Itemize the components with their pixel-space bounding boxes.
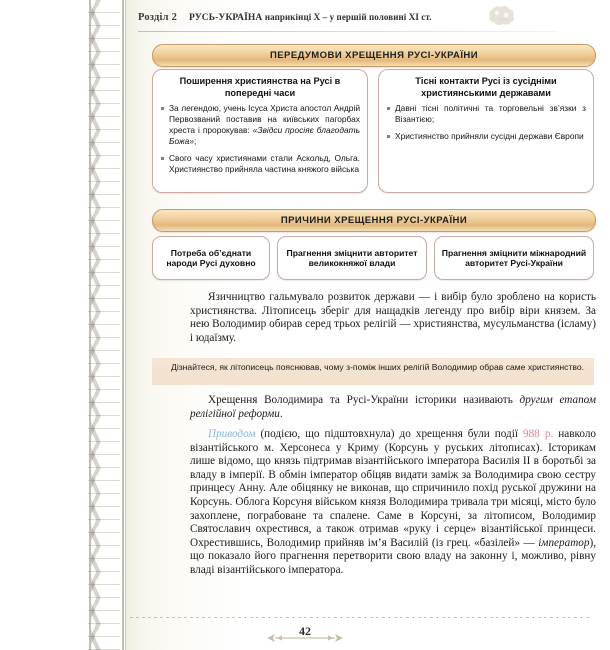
task-callout	[152, 358, 594, 385]
scheme-box-title: Тісні контакти Русі із сусідніми християнськими державами	[415, 76, 557, 98]
running-head-rule	[138, 31, 558, 32]
paragraph-3-date: 988 р.	[522, 428, 554, 440]
body-paragraph-1	[190, 291, 596, 345]
scheme-box-bullet-list	[153, 103, 367, 175]
section-heading-label: ПРИЧИНИ ХРЕЩЕННЯ РУСІ-УКРАЇНИ	[280, 215, 468, 226]
section-heading-label: ПЕРЕДУМОВИ ХРЕЩЕННЯ РУСІ-УКРАЇНИ	[269, 50, 479, 61]
list-item: Давні тісні політичні та торговельні зв’язки з Візантією;	[386, 103, 586, 125]
scheme-box-close-contacts	[378, 69, 594, 193]
scheme-box-spread-of-christianity	[152, 69, 368, 193]
list-item-text-b: ;	[194, 136, 197, 146]
scheme-box-title: Поширення християнства на Русі в попередні часи	[179, 76, 341, 98]
list-item: Християнство прийняли сусідні держави Європи	[386, 131, 586, 142]
ornament-edge-left	[89, 0, 91, 650]
paragraph-3-key-term: Приводом	[208, 428, 256, 440]
section-heading-bar-reasons	[152, 209, 596, 232]
decorative-border-ornament	[88, 0, 126, 650]
scheme-reason-box-3	[434, 236, 594, 280]
body-paragraph-2	[190, 394, 596, 421]
page-folio	[265, 621, 345, 645]
paragraph-text	[190, 428, 596, 578]
chapter-label: Розділ 2	[138, 12, 178, 23]
paragraph-3-part-2: навколо візантійського м. Херсонеса у Криму (Корсунь у руських літописах). Історикам лише відомо, що князь підтримав візантійського імператора Василія II в боротьбі за владу в імперії. В обмін імператор обіцяв видати заміж за Володимира свою сестру принцесу Анну. Але обіцянку не виконав, що спричинило похід руської дружини на Корсунь. Облога Корсуня військом князя Володимира тривала три місяці, місто було захоплене, пограбоване та спалене. Саме в Корсуні, за літописом, Володимир Святославич охрестився, а також отримав «руку і серце» візантійської принцеси. Охрестившись, Володимир прийняв ім’я Василій (із грец. «базілей» —	[190, 428, 596, 549]
ornament-edge-right	[122, 0, 124, 650]
paragraph-2-emphasis: другим етапом релігійної реформи	[190, 394, 596, 420]
footer-rule	[130, 617, 592, 618]
list-item: Свого часу християнами стали Аскольд, Ольга. Християнство прийняла частина княжого війська	[160, 153, 360, 175]
list-item-text-a: За легендою, учень Ісуса Христа апостол Андрій Первозваний поставив на київських пагорбах хреста і пророкував:	[169, 103, 360, 135]
list-item-quote: «Звідси просіяє благодать Божа»	[169, 125, 360, 146]
paragraph-text: Язичництво гальмувало розвиток держави — і вибір було зроблено на користь християнства. Літописець зберіг для нащадків легенду про вибір віри князем. За нею Володимир обирав серед трьох релігій — християнства, мусульманства (ісламу) і юдаїзму.	[190, 291, 596, 344]
paragraph-2-lead-in: Хрещення Володимира та Русі-України історики називають	[208, 394, 520, 406]
scheme-reason-box-2	[277, 236, 427, 280]
section-heading-bar-preconditions	[152, 44, 596, 67]
running-head-title-rest: наприкінці X – у першій половині XI ст.	[264, 12, 432, 22]
paragraph-text	[190, 394, 596, 421]
running-head-title	[189, 12, 432, 23]
scheme-reason-label: Прагнення зміцнити міжнародний авторитет Русі-України	[441, 247, 587, 268]
task-callout-text: Дізнайтеся, як літописець пояснював, чому з-поміж інших релігій Володимир обрав саме християнство.	[171, 362, 585, 372]
running-head-title-main: РУСЬ-УКРАЇНА	[189, 13, 263, 23]
paragraph-2-tail: .	[279, 407, 283, 420]
scheme-box-bullet-list	[379, 103, 593, 142]
page-gutter	[0, 0, 88, 650]
scheme-reason-box-1	[152, 236, 270, 280]
paragraph-3-part-1: (подією, що підштовхнула) до хрещення були події	[255, 428, 523, 440]
running-head	[138, 12, 590, 32]
page-number: 42	[299, 623, 311, 638]
scheme-reason-label: Прагнення зміцнити авторитет великокняжої влади	[286, 247, 418, 268]
scheme-reason-label: Потреба об’єднати народи Русі духовно	[166, 247, 256, 268]
list-item	[160, 103, 360, 147]
paragraph-3-emphasis: імператор	[538, 536, 590, 549]
paragraph-3-part-3: ), що показало його прагнення перетворити свою владу на законну і, можливо, рівну владі візантійського імператора.	[190, 536, 596, 576]
heraldic-emblem-icon	[484, 1, 520, 29]
body-paragraph-3	[190, 428, 596, 578]
